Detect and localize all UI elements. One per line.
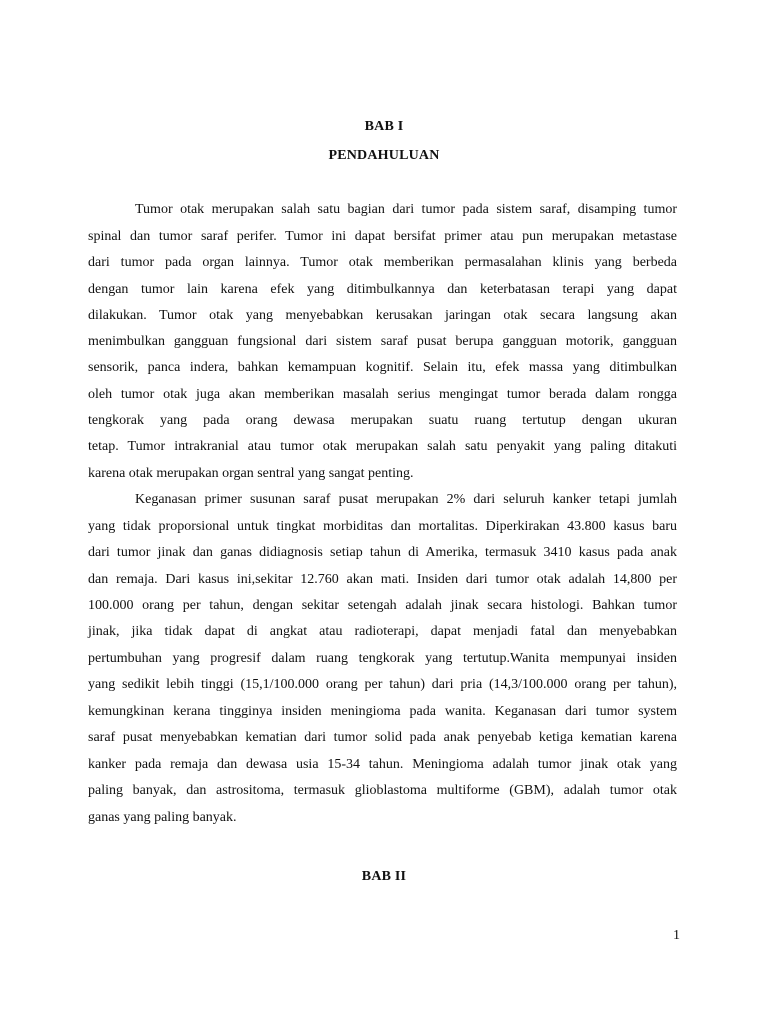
chapter-1-title: BAB I [364, 119, 404, 134]
paragraph-1-line: dilakukan. Tumor otak yang menyebabkan kerusakan jaringan otak secara langsung akan [88, 308, 677, 323]
paragraph-2-line: dan remaja. Dari kasus ini,sekitar 12.760 akan mati. Insiden dari tumor otak adalah 14,800 per [88, 572, 677, 587]
paragraph-2-line: dari tumor jinak dan ganas didiagnosis setiap tahun di Amerika, termasuk 3410 kasus pada anak [88, 545, 677, 560]
chapter-2-title: BAB II [361, 869, 407, 884]
paragraph-1-line: menimbulkan gangguan fungsional dari sistem saraf pusat berupa gangguan motorik, gangguan [88, 334, 677, 349]
paragraph-2-line: kanker pada remaja dan dewasa usia 15-34 tahun. Meningioma adalah tumor jinak otak yang [88, 757, 677, 772]
paragraph-1-line: dari tumor pada organ lainnya. Tumor otak memberikan permasalahan klinis yang berbeda [88, 255, 677, 270]
chapter-1-subtitle: PENDAHULUAN [328, 148, 440, 163]
paragraph-1-line: dengan tumor lain karena efek yang ditimbulkannya dan keterbatasan terapi yang dapat [88, 282, 677, 297]
paragraph-2-line: ganas yang paling banyak. [88, 810, 237, 825]
page-number: 1 [673, 928, 680, 943]
paragraph-1-line: tetap. Tumor intrakranial atau tumor otak merupakan salah satu penyakit yang paling ditakuti [88, 439, 677, 454]
paragraph-2-line: Keganasan primer susunan saraf pusat merupakan 2% dari seluruh kanker tetapi jumlah [135, 492, 677, 507]
paragraph-2-line: jinak, jika tidak dapat di angkat atau radioterapi, dapat menjadi fatal dan menyebabkan [88, 624, 677, 639]
paragraph-2-line: pertumbuhan yang progresif dalam ruang tengkorak yang tertutup.Wanita mempunyai insiden [88, 651, 677, 666]
paragraph-2-line: yang tidak proporsional untuk tingkat morbiditas dan mortalitas. Diperkirakan 43.800 kasus baru [88, 519, 677, 534]
paragraph-1-line: oleh tumor otak juga akan memberikan masalah serius mengingat tumor berada dalam rongga [88, 387, 677, 402]
paragraph-1-line: tengkorak yang pada orang dewasa merupakan suatu ruang tertutup dengan ukuran [88, 413, 677, 428]
paragraph-2-line: paling banyak, dan astrositoma, termasuk glioblastoma multiforme (GBM), adalah tumor otak [88, 783, 677, 798]
paragraph-2-line: kemungkinan kerana tingginya insiden meningioma pada wanita. Keganasan dari tumor system [88, 704, 677, 719]
paragraph-2-line: 100.000 orang per tahun, dengan sekitar setengah adalah jinak secara histologi. Bahkan tumor [88, 598, 677, 613]
paragraph-1-line: Tumor otak merupakan salah satu bagian dari tumor pada sistem saraf, disamping tumor [135, 202, 677, 217]
paragraph-2-line: saraf pusat menyebabkan kematian dari tumor solid pada anak penyebab ketiga kematian karena [88, 730, 677, 745]
paragraph-2-line: yang sedikit lebih tinggi (15,1/100.000 orang per tahun) dari pria (14,3/100.000 orang per tahun), [88, 677, 677, 692]
paragraph-1-line: spinal dan tumor saraf perifer. Tumor ini dapat bersifat primer atau pun merupakan metastase [88, 229, 677, 244]
paragraph-1-line: karena otak merupakan organ sentral yang sangat penting. [88, 466, 414, 481]
paragraph-1-line: sensorik, panca indera, bahkan kemampuan kognitif. Selain itu, efek massa yang ditimbulkan [88, 360, 677, 375]
